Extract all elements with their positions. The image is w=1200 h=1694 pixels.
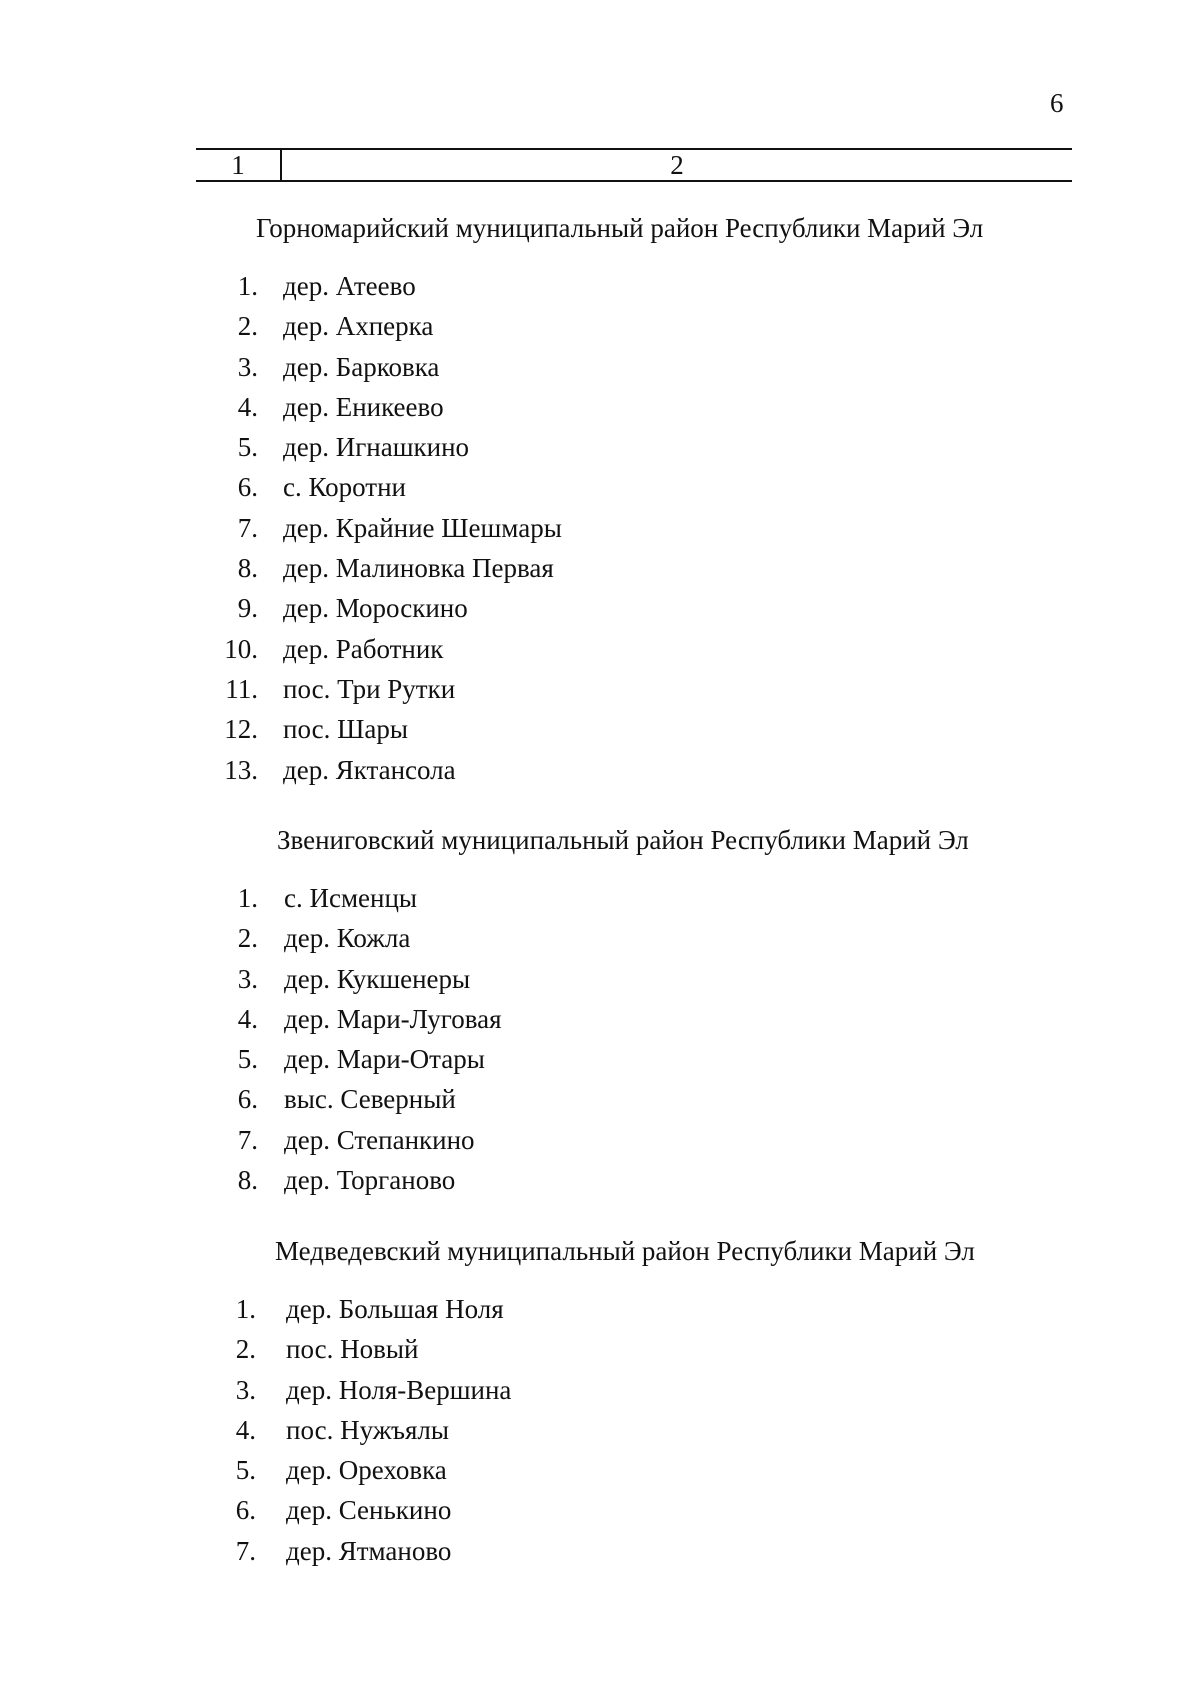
item-name: дер. Яктансола (283, 754, 456, 785)
item-number: 6. (237, 472, 258, 503)
item-number: 13. (224, 754, 258, 785)
item-number: 2. (237, 923, 258, 954)
item-number: 8. (237, 553, 258, 584)
item-number: 7. (237, 1124, 258, 1155)
list-item (0, 1531, 1200, 1571)
district-section-medvedevsky (0, 1233, 1200, 1571)
list-item (0, 1079, 1200, 1119)
item-name: пос. Нужъялы (286, 1414, 450, 1445)
item-name: дер. Ахперка (283, 311, 434, 342)
item-name: дер. Ноля-Вершина (286, 1374, 512, 1405)
list-item (0, 1410, 1200, 1450)
item-name: выс. Северный (284, 1084, 456, 1115)
list-item (0, 1039, 1200, 1079)
section-title: Звениговский муниципальный район Республики Марий Эл (277, 825, 969, 855)
item-name: дер. Кожла (284, 923, 411, 954)
item-name: дер. Ореховка (286, 1455, 447, 1486)
list-item (0, 629, 1200, 669)
item-number: 2. (237, 311, 258, 342)
list-item (0, 548, 1200, 588)
item-name: дер. Степанкино (284, 1124, 475, 1155)
list-item (0, 750, 1200, 790)
item-number: 7. (237, 512, 258, 543)
settlement-list (0, 266, 1200, 790)
district-section-gornomariysky (0, 210, 1200, 790)
list-item (0, 709, 1200, 749)
item-number: 4. (235, 1414, 256, 1445)
item-number: 7. (235, 1535, 256, 1566)
item-name: дер. Сенькино (286, 1495, 452, 1526)
item-number: 4. (237, 391, 258, 422)
item-name: дер. Мари-Отары (284, 1044, 485, 1075)
section-title: Горномарийский муниципальный район Республики Марий Эл (256, 213, 984, 243)
item-name: с. Коротни (283, 472, 406, 503)
item-number: 9. (237, 593, 258, 624)
list-item (0, 1370, 1200, 1410)
item-number: 8. (237, 1165, 258, 1196)
item-number: 1. (237, 271, 258, 301)
column-header-1: 1 (231, 150, 245, 180)
item-number: 3. (237, 963, 258, 994)
item-name: дер. Мари-Луговая (284, 1003, 502, 1034)
item-number: 1. (237, 883, 258, 913)
item-name: дер. Крайние Шешмары (283, 512, 562, 543)
column-header-2: 2 (670, 150, 684, 180)
list-item (0, 467, 1200, 507)
item-number: 5. (237, 1044, 258, 1075)
item-name: дер. Кукшенеры (284, 963, 471, 994)
list-item (0, 1120, 1200, 1160)
item-number: 1. (235, 1294, 256, 1324)
list-item (0, 427, 1200, 467)
list-item (0, 588, 1200, 628)
list-item (0, 999, 1200, 1039)
item-number: 10. (224, 633, 258, 664)
list-item (0, 347, 1200, 387)
list-item (0, 878, 1200, 918)
item-number: 3. (237, 351, 258, 382)
list-item (0, 918, 1200, 958)
list-item (0, 1160, 1200, 1200)
list-item (0, 669, 1200, 709)
item-name: дер. Барковка (283, 351, 440, 382)
list-item (0, 508, 1200, 548)
settlement-list (0, 878, 1200, 1200)
item-number: 6. (235, 1495, 256, 1526)
item-number: 5. (237, 432, 258, 463)
list-item (0, 1490, 1200, 1530)
list-item (0, 1289, 1200, 1329)
table-column-header (196, 148, 1072, 182)
list-item (0, 266, 1200, 306)
item-name: пос. Шары (283, 714, 408, 745)
item-number: 12. (224, 714, 258, 745)
item-name: дер. Большая Ноля (286, 1294, 504, 1324)
list-item (0, 959, 1200, 999)
list-item (0, 306, 1200, 346)
item-name: дер. Ятманово (286, 1535, 452, 1566)
item-number: 2. (235, 1334, 256, 1365)
item-name: дер. Атеево (283, 271, 416, 301)
page-number: 6 (1050, 88, 1064, 118)
item-name: дер. Торганово (284, 1165, 456, 1196)
item-name: дер. Еникеево (283, 391, 444, 422)
item-number: 3. (235, 1374, 256, 1405)
section-title: Медведевский муниципальный район Республики Марий Эл (275, 1236, 975, 1266)
list-item (0, 387, 1200, 427)
item-number: 6. (237, 1084, 258, 1115)
item-number: 5. (235, 1455, 256, 1486)
list-item (0, 1329, 1200, 1369)
list-item (0, 1450, 1200, 1490)
settlement-list (0, 1289, 1200, 1571)
item-name: пос. Три Рутки (283, 673, 456, 704)
item-name: дер. Игнашкино (283, 432, 470, 463)
item-number: 11. (225, 673, 258, 704)
item-name: пос. Новый (286, 1334, 419, 1365)
district-section-zvenigovsky (0, 822, 1200, 1200)
item-name: дер. Малиновка Первая (283, 553, 554, 584)
item-number: 4. (237, 1003, 258, 1034)
item-name: с. Исменцы (284, 883, 418, 913)
item-name: дер. Работник (283, 633, 444, 664)
item-name: дер. Мороскино (283, 593, 468, 624)
